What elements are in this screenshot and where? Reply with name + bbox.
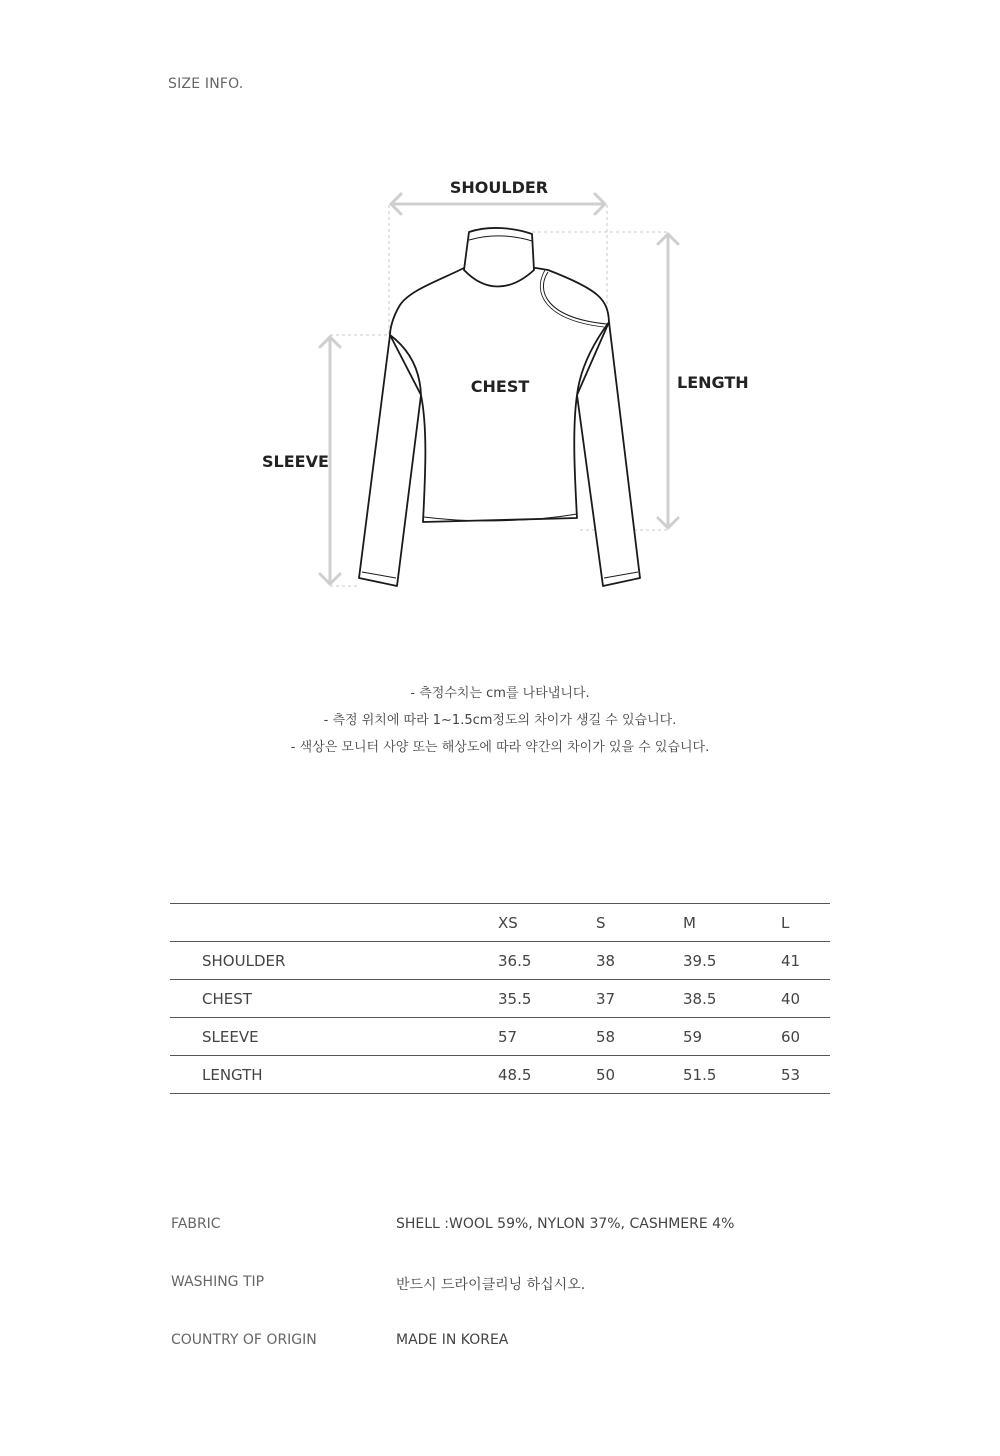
origin-label: COUNTRY OF ORIGIN <box>171 1332 317 1348</box>
size-col-m: M <box>683 913 696 932</box>
table-cell: 38.5 <box>683 989 717 1008</box>
shoulder-label: SHOULDER <box>449 178 549 197</box>
table-cell: 59 <box>683 1027 703 1046</box>
size-col-s: S <box>596 913 606 932</box>
size-table <box>170 903 830 1094</box>
note-line: - 측정수치는 cm를 나타냅니다. <box>410 686 590 701</box>
table-cell: 37 <box>596 989 616 1008</box>
row-label: CHEST <box>202 989 252 1008</box>
note-line: - 측정 위치에 따라 1~1.5cm정도의 차이가 생길 수 있습니다. <box>323 713 677 728</box>
table-cell: 51.5 <box>683 1065 717 1084</box>
sleeve-label: SLEEVE <box>262 452 329 471</box>
header-empty <box>170 904 498 942</box>
table-cell: 50 <box>596 1065 616 1084</box>
turtleneck-illustration <box>359 228 640 586</box>
size-col-l: L <box>781 913 790 932</box>
row-label: SLEEVE <box>202 1027 259 1046</box>
washing-label: WASHING TIP <box>171 1274 265 1290</box>
measurement-notes <box>0 680 1000 761</box>
table-cell: 53 <box>781 1065 801 1084</box>
origin-value: MADE IN KOREA <box>396 1332 509 1348</box>
length-label: LENGTH <box>677 373 749 392</box>
table-row <box>170 942 830 980</box>
table-cell: 48.5 <box>498 1065 532 1084</box>
fabric-label: FABRIC <box>171 1216 221 1232</box>
table-cell: 58 <box>596 1027 616 1046</box>
table-cell: 57 <box>498 1027 518 1046</box>
row-label: SHOULDER <box>202 951 286 970</box>
table-cell: 36.5 <box>498 951 532 970</box>
table-cell: 40 <box>781 989 801 1008</box>
table-cell: 60 <box>781 1027 801 1046</box>
washing-value: 반드시 드라이클리닝 하십시오. <box>396 1277 586 1293</box>
table-cell: 38 <box>596 951 616 970</box>
section-title: SIZE INFO. <box>168 76 244 92</box>
table-row <box>170 980 830 1018</box>
note-line: - 색상은 모니터 사양 또는 해상도에 따라 약간의 차이가 있을 수 있습니다. <box>290 740 710 755</box>
table-cell: 35.5 <box>498 989 532 1008</box>
table-row <box>170 1018 830 1056</box>
garment-diagram <box>0 0 1000 640</box>
row-label: LENGTH <box>202 1065 263 1084</box>
chest-label: CHEST <box>470 377 530 396</box>
table-cell: 39.5 <box>683 951 717 970</box>
size-table-header <box>170 904 830 942</box>
fabric-value: SHELL :WOOL 59%, NYLON 37%, CASHMERE 4% <box>396 1216 735 1232</box>
table-cell: 41 <box>781 951 801 970</box>
size-col-xs: XS <box>498 913 518 932</box>
table-row <box>170 1056 830 1094</box>
